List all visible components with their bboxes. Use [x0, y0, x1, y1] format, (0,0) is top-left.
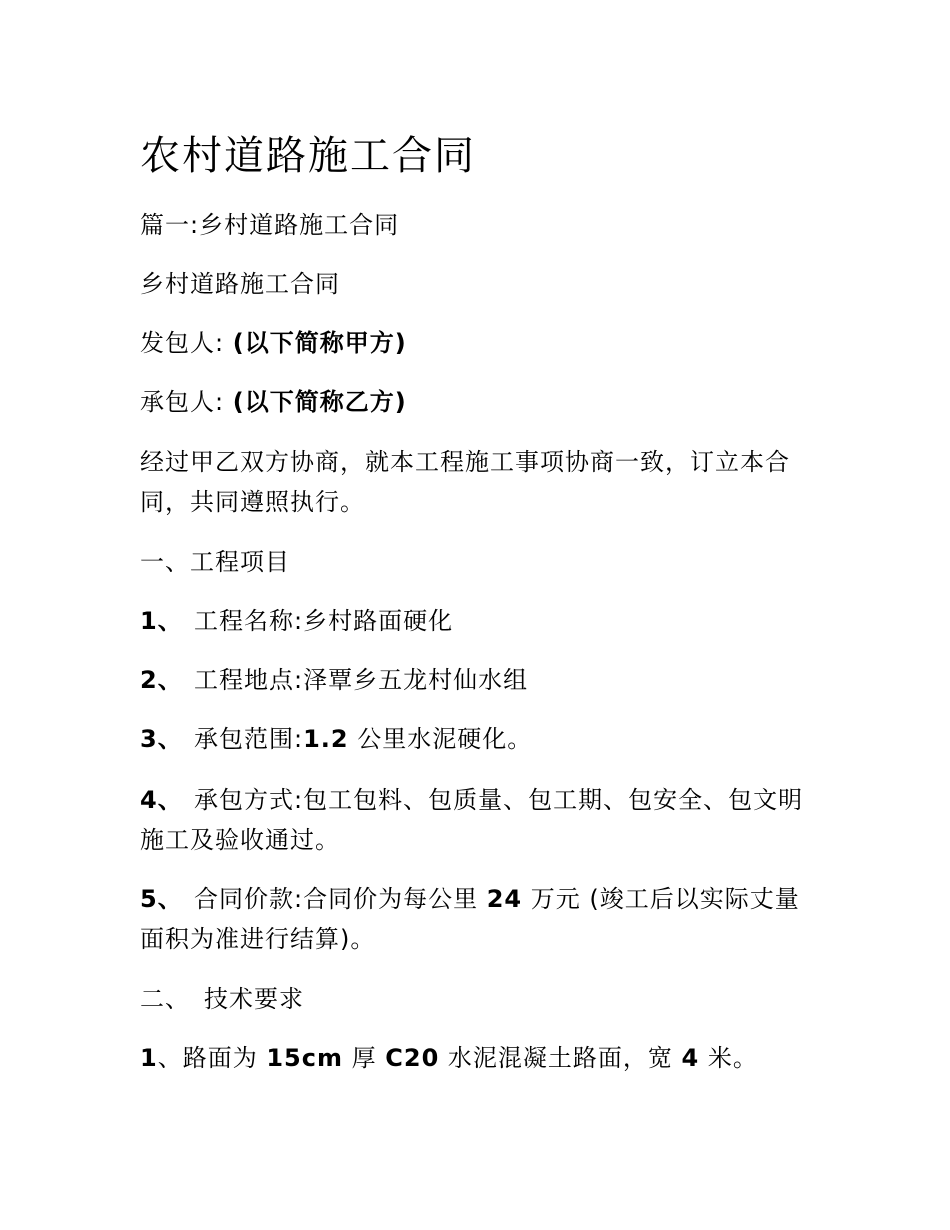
item-text-prefix: 合同价款:合同价为每公里	[194, 885, 487, 913]
item-text-mid: 厚	[342, 1044, 386, 1072]
employer-note: (以下简称甲方)	[232, 329, 407, 357]
item-text: 工程名称:乡村路面硬化	[194, 607, 454, 635]
item-text: 工程地点:泽覃乡五龙村仙水组	[194, 666, 529, 694]
section2-heading	[140, 982, 304, 1016]
item-text-prefix: 承包范围:	[194, 725, 304, 753]
section-number: 二、	[140, 985, 190, 1013]
item-number: 3、	[140, 725, 183, 753]
subtitle-line: 篇一:乡村道路施工合同	[140, 211, 400, 239]
item-text-prefix: 、路面为	[157, 1044, 267, 1072]
item-number: 1、	[140, 607, 183, 635]
item-number: 1	[140, 1044, 158, 1072]
document-title: 农村道路施工合同	[140, 133, 476, 179]
section1-item-5	[140, 879, 820, 959]
width-value: 4	[681, 1044, 700, 1072]
section-title: 技术要求	[204, 985, 304, 1013]
item-value-bold: 1.2	[303, 725, 349, 753]
contractor-note: (以下简称乙方)	[232, 388, 407, 416]
contractor-label: 承包人:	[140, 388, 225, 416]
section1-item-1	[140, 604, 453, 638]
item-value-bold: 24	[486, 885, 523, 913]
item-text-suffix: 米。	[699, 1044, 758, 1072]
section1-item-2	[140, 663, 528, 697]
thickness-value: 15cm	[266, 1044, 343, 1072]
section1-item-4	[140, 780, 820, 860]
employer-line	[140, 326, 407, 360]
contractor-line	[140, 385, 407, 419]
item-text-suffix: 万元 (竣工后以实际丈量面积为准进行结算)。	[140, 885, 800, 953]
concrete-grade: C20	[385, 1044, 440, 1072]
item-number: 5、	[140, 885, 183, 913]
item-text-mid: 水泥混凝土路面，宽	[439, 1044, 682, 1072]
item-number: 4、	[140, 786, 183, 814]
section1-item-3	[140, 722, 532, 756]
section2-item-1	[140, 1041, 758, 1075]
item-text-suffix: 公里水泥硬化。	[348, 725, 533, 753]
intro-paragraph: 经过甲乙双方协商，就本工程施工事项协商一致，订立本合同，共同遵照执行。	[140, 448, 790, 516]
contract-heading: 乡村道路施工合同	[140, 270, 340, 298]
item-text: 承包方式:包工包料、包质量、包工期、包安全、包文明施工及验收通过。	[140, 786, 804, 854]
employer-label: 发包人:	[140, 329, 225, 357]
item-number: 2、	[140, 666, 183, 694]
section1-heading: 一、工程项目	[140, 548, 290, 576]
